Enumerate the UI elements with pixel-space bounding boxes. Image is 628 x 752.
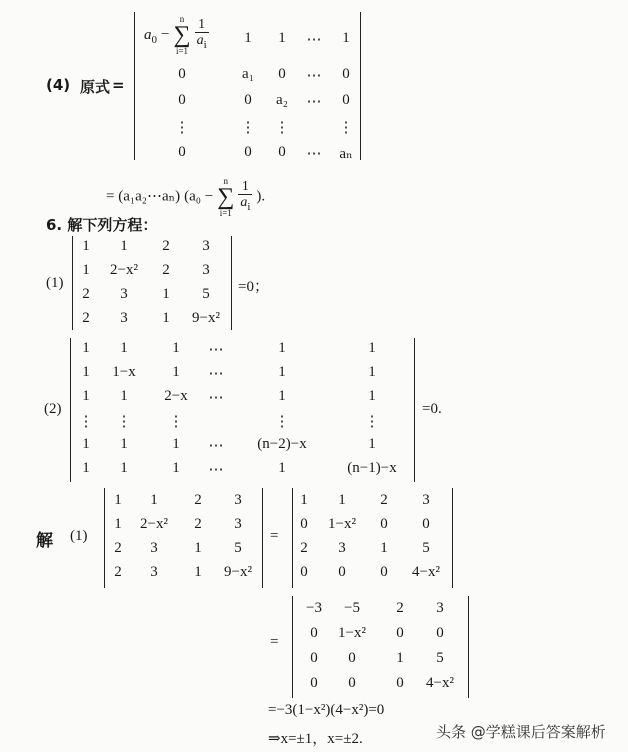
det-b-cell: 4−x² (412, 564, 440, 580)
det-a-cell: 1 (194, 564, 202, 580)
eq2-cell: 1 (82, 388, 90, 404)
eq1-cell: 1 (162, 310, 170, 326)
eq2-cell: 1 (82, 340, 90, 356)
solution-result: =−3(1−x²)(4−x²)=0 (268, 702, 385, 718)
eq1-bar-right (231, 236, 232, 330)
p4-row3-cell: ⋮ (174, 120, 190, 136)
p4-r0-c1: 1 (244, 30, 252, 46)
p4-row3-cell: ⋮ (240, 120, 256, 136)
solution-part-label: (1) (70, 528, 88, 544)
frac-den-2: a (240, 195, 248, 211)
det-c-cell: 0 (348, 650, 356, 666)
p4-row2-cell: a₂ (276, 92, 288, 108)
det-c-cell: 0 (310, 625, 318, 641)
fraction (195, 17, 209, 53)
eq1-cell: 1 (82, 238, 90, 254)
det-c-cell: 0 (310, 675, 318, 691)
eq2-cell: 1 (82, 460, 90, 476)
p4-row4-cell: aₙ (339, 146, 353, 162)
det-b-cell: 0 (300, 516, 308, 532)
eq2-cell: 1 (278, 364, 286, 380)
eq2-cell: 1 (120, 340, 128, 356)
p4-row2-cell: ⋯ (306, 94, 322, 110)
eq2-cell: 1 (278, 388, 286, 404)
det-b-cell: 0 (422, 516, 430, 532)
frac-num: 1 (195, 17, 209, 33)
eq1-cell: 2 (162, 262, 170, 278)
minus-sign: − (161, 26, 170, 43)
eq2-cell: ⋯ (208, 462, 224, 478)
det-a-cell: 2 (194, 492, 202, 508)
solution-label: 解 (36, 531, 53, 551)
a0-symbol: a (144, 26, 152, 43)
frac-num-2: 1 (238, 179, 252, 195)
det-a-cell: 1 (114, 516, 122, 532)
det-b-cell: 1 (380, 540, 388, 556)
frac-den-sub-2: i (247, 200, 251, 213)
eq2-cell: 1 (172, 436, 180, 452)
det-a-cell: 1 (194, 540, 202, 556)
p4-row2-cell: 0 (342, 92, 350, 108)
eq1-rhs: =0； (238, 279, 269, 295)
eq1-cell: 2 (162, 238, 170, 254)
det-c-cell: 4−x² (426, 675, 454, 691)
p4-row2-cell: 0 (178, 92, 186, 108)
det-c-cell: 0 (310, 650, 318, 666)
det-a-cell: 3 (150, 564, 158, 580)
det-a-cell: 2−x² (140, 516, 168, 532)
eq2-cell: ⋮ (116, 414, 132, 430)
eq2-cell: 1 (172, 364, 180, 380)
det-bar-right (360, 12, 361, 160)
eq2-cell: 1 (172, 460, 180, 476)
det-c-cell: 5 (436, 650, 444, 666)
p4-r0-c4: 1 (342, 30, 350, 46)
det-c-cell: 1−x² (338, 625, 366, 641)
eq2-cell: 1 (368, 436, 376, 452)
p4-row1-cell: 0 (342, 66, 350, 82)
eq2-cell: 1 (120, 460, 128, 476)
p4-row1-cell: 0 (278, 66, 286, 82)
det-a-cell: 9−x² (224, 564, 252, 580)
det-c-bar-left (292, 596, 293, 698)
det-c-bar-right (468, 596, 469, 698)
p4-row1-cell: ⋯ (306, 68, 322, 84)
frac-den-sub: i (203, 38, 207, 51)
fraction-2 (238, 179, 252, 215)
det-c-cell: 1 (396, 650, 404, 666)
eq1-cell: 3 (120, 286, 128, 302)
eq2-label: (2) (44, 401, 62, 417)
det-b-cell: 3 (422, 492, 430, 508)
problem6-title: 6. 解下列方程： (46, 216, 158, 234)
part4-row0-first (144, 14, 209, 56)
eq2-cell: ⋮ (274, 414, 290, 430)
eq2-cell: ⋮ (78, 414, 94, 430)
det-b-bar-left (292, 488, 293, 588)
frac-den: a (196, 33, 204, 49)
det-a-cell: 5 (234, 540, 242, 556)
det-c-cell: 0 (436, 625, 444, 641)
eq1-cell: 2−x² (110, 262, 138, 278)
eq2-cell: 1 (278, 460, 286, 476)
eq2-cell: 1 (368, 364, 376, 380)
det-c-cell: 0 (348, 675, 356, 691)
eq2-cell: 1 (172, 340, 180, 356)
eq1-cell: 2 (82, 310, 90, 326)
p4-row1-cell: a₁ (242, 66, 254, 82)
part4-label-text: 原式 (80, 78, 111, 96)
det-a-cell: 3 (234, 492, 242, 508)
eq2-cell: ⋮ (364, 414, 380, 430)
eq2-cell: ⋮ (168, 414, 184, 430)
eq2-cell: (n−1)−x (347, 460, 397, 476)
eq1-label: (1) (46, 275, 64, 291)
det-c-cell: −5 (344, 600, 360, 616)
p4-row4-cell: 0 (278, 144, 286, 160)
sum-lower: i=1 (175, 46, 189, 56)
det-a-cell: 1 (114, 492, 122, 508)
eq1-cell: 5 (202, 286, 210, 302)
eq2-cell: ⋯ (208, 366, 224, 382)
det-b-cell: 1 (300, 492, 308, 508)
solution-answer: ⇒x=±1，x=±2. (268, 731, 363, 747)
sum-upper: n (179, 14, 185, 24)
eq2-cell: 1−x (112, 364, 136, 380)
eq1-cell: 1 (162, 286, 170, 302)
det-b-cell: 0 (380, 564, 388, 580)
eq1-cell: 1 (120, 238, 128, 254)
eq1-cell: 2 (82, 286, 90, 302)
eq2-rhs: =0. (422, 401, 442, 417)
det-b-cell: 1 (338, 492, 346, 508)
eq1-cell: 9−x² (192, 310, 220, 326)
p4-r0-c2: 1 (278, 30, 286, 46)
eq2-cell: 1 (278, 340, 286, 356)
p4-r0-c3: ⋯ (306, 32, 322, 48)
eq2-cell: 1 (120, 436, 128, 452)
sum-lower-2: i=1 (219, 208, 232, 218)
eq2-bar-left (70, 338, 71, 482)
det-c-cell: −3 (306, 600, 322, 616)
part4-label: (4) (46, 76, 71, 94)
sum-symbol-2: n ∑ i=1 (217, 176, 235, 218)
eq1-cell: 1 (82, 262, 90, 278)
det-a-cell: 2 (114, 540, 122, 556)
eq1-cell: 3 (202, 238, 210, 254)
det-b-cell: 2 (380, 492, 388, 508)
eq2-cell: 1 (82, 364, 90, 380)
eq1-cell: 3 (120, 310, 128, 326)
p4-row2-cell: 0 (244, 92, 252, 108)
det-c-cell: 3 (436, 600, 444, 616)
det-b-cell: 1−x² (328, 516, 356, 532)
p4-row4-cell: 0 (244, 144, 252, 160)
eq2-cell: 1 (368, 340, 376, 356)
det-b-bar-right (452, 488, 453, 588)
det-a-cell: 3 (150, 540, 158, 556)
part4-result (106, 176, 265, 218)
p4-row3-cell: ⋮ (274, 120, 290, 136)
part4-equals: = (112, 76, 125, 94)
det-b-cell: 3 (338, 540, 346, 556)
result-open: (a₀ − (184, 188, 214, 205)
eq2-cell: 1 (120, 388, 128, 404)
solution-eq-2: = (270, 634, 279, 650)
det-a-cell: 2 (114, 564, 122, 580)
eq2-cell: 1 (82, 436, 90, 452)
det-a-bar-left (104, 488, 105, 588)
eq1-cell: 3 (202, 262, 210, 278)
det-a-cell: 3 (234, 516, 242, 532)
eq2-cell: 1 (368, 388, 376, 404)
det-b-cell: 0 (380, 516, 388, 532)
eq2-cell: ⋯ (208, 342, 224, 358)
sum-symbol: n ∑ i=1 (173, 14, 191, 56)
result-close: ). (256, 188, 266, 205)
det-a-cell: 1 (150, 492, 158, 508)
det-a-bar-right (262, 488, 263, 588)
solution-eq-1: = (270, 528, 279, 544)
eq1-bar-left (72, 236, 73, 330)
det-c-cell: 0 (396, 625, 404, 641)
p4-row1-cell: 0 (178, 66, 186, 82)
a0-sub: 0 (151, 33, 157, 46)
eq2-cell: ⋯ (208, 438, 224, 454)
result-prefix: = (a₁a₂⋯aₙ) (106, 188, 181, 205)
eq2-bar-right (414, 338, 415, 482)
eq2-cell: (n−2)−x (257, 436, 307, 452)
det-a-cell: 2 (194, 516, 202, 532)
det-b-cell: 2 (300, 540, 308, 556)
det-b-cell: 0 (300, 564, 308, 580)
watermark: 头条 @学糕课后答案解析 (436, 723, 606, 741)
det-b-cell: 5 (422, 540, 430, 556)
p4-row3-cell: ⋮ (338, 120, 354, 136)
eq2-cell: ⋯ (208, 390, 224, 406)
eq2-cell: 2−x (164, 388, 188, 404)
det-bar-left (134, 12, 135, 160)
p4-row4-cell: ⋯ (306, 146, 322, 162)
det-c-cell: 2 (396, 600, 404, 616)
det-b-cell: 0 (338, 564, 346, 580)
sum-upper-2: n (223, 176, 229, 186)
p4-row4-cell: 0 (178, 144, 186, 160)
det-c-cell: 0 (396, 675, 404, 691)
